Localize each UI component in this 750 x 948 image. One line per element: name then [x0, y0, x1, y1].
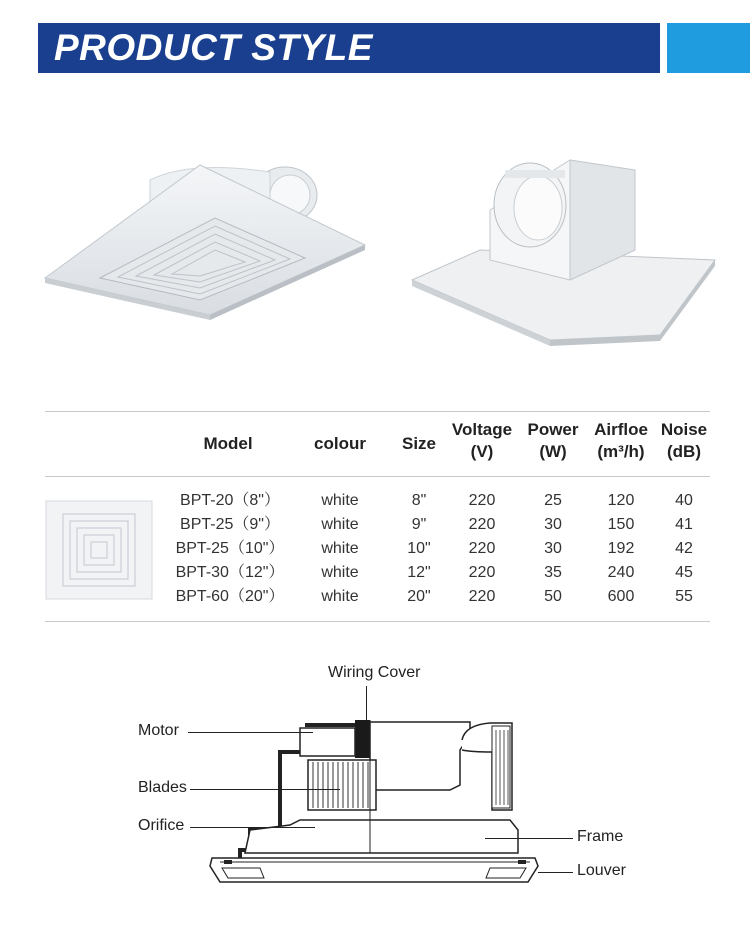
- louver-thumbnail: [45, 500, 153, 600]
- col-header-airflow-label: Airfloe: [594, 420, 648, 439]
- leader-blades: [190, 789, 340, 790]
- col-header-airflow: [586, 419, 656, 463]
- header-banner: [38, 23, 660, 73]
- leader-orifice: [190, 827, 315, 828]
- cell-colour: white: [321, 588, 359, 605]
- cell-noise: 42: [675, 540, 693, 557]
- cell-airflow: 192: [607, 540, 635, 557]
- cell-size: 8": [411, 492, 427, 509]
- col-header-voltage: [444, 419, 520, 463]
- table-header-rule: [45, 476, 710, 477]
- cell-model: BPT-30（12"）: [175, 564, 285, 581]
- col-header-airflow-unit: (m³/h): [597, 442, 645, 461]
- cell-power: 30: [544, 540, 562, 557]
- cell-model: BPT-25（10"）: [175, 540, 285, 557]
- cell-airflow: 150: [607, 516, 635, 533]
- col-header-power: [522, 419, 584, 463]
- label-orifice: Orifice: [138, 817, 185, 834]
- cell-size: 10": [407, 540, 431, 557]
- col-header-power-unit: (W): [539, 442, 567, 461]
- cell-voltage: 220: [468, 564, 496, 581]
- cell-noise: 55: [675, 588, 693, 605]
- label-blades: Blades: [138, 779, 187, 796]
- cell-voltage: 220: [468, 492, 496, 509]
- table-top-rule: [45, 411, 710, 412]
- col-header-colour: colour: [314, 434, 366, 453]
- cell-colour: white: [321, 492, 359, 509]
- cell-colour: white: [321, 540, 359, 557]
- header-accent-block: [667, 23, 750, 73]
- cell-size: 12": [407, 564, 431, 581]
- col-header-model: Model: [203, 434, 253, 453]
- cell-power: 30: [544, 516, 562, 533]
- cell-colour: white: [321, 564, 359, 581]
- col-header-noise: [656, 419, 712, 463]
- cell-model: BPT-25（9"）: [180, 516, 280, 533]
- cell-airflow: 120: [607, 492, 635, 509]
- cell-power: 35: [544, 564, 562, 581]
- cell-airflow: 240: [607, 564, 635, 581]
- cell-noise: 45: [675, 564, 693, 581]
- table-bottom-rule: [45, 621, 710, 622]
- cell-power: 25: [544, 492, 562, 509]
- cell-noise: 40: [675, 492, 693, 509]
- cell-model: BPT-20（8"）: [180, 492, 280, 509]
- cell-voltage: 220: [468, 516, 496, 533]
- label-wiring-cover: Wiring Cover: [328, 664, 421, 681]
- cell-model: BPT-60（20"）: [175, 588, 285, 605]
- label-motor: Motor: [138, 722, 179, 739]
- page-title: PRODUCT STYLE: [54, 27, 373, 68]
- cell-colour: white: [321, 516, 359, 533]
- col-header-voltage-unit: (V): [470, 442, 494, 461]
- cell-voltage: 220: [468, 540, 496, 557]
- col-header-power-label: Power: [527, 420, 579, 439]
- product-photo-front: [40, 150, 370, 320]
- col-header-voltage-label: Voltage: [451, 420, 513, 439]
- cell-power: 50: [544, 588, 562, 605]
- col-header-noise-unit: (dB): [667, 442, 701, 461]
- cell-size: 9": [411, 516, 427, 533]
- col-header-size: Size: [401, 434, 437, 453]
- label-louver: Louver: [577, 862, 626, 879]
- leader-louver: [538, 872, 573, 873]
- cell-noise: 41: [675, 516, 693, 533]
- col-header-noise-label: Noise: [660, 420, 708, 439]
- cell-size: 20": [407, 588, 431, 605]
- leader-motor: [188, 732, 313, 733]
- label-frame: Frame: [577, 828, 624, 845]
- product-photo-back: [410, 150, 720, 350]
- cell-voltage: 220: [468, 588, 496, 605]
- leader-wiring-cover: [366, 686, 367, 720]
- leader-frame: [485, 838, 573, 839]
- fan-cross-section-diagram: [200, 690, 550, 900]
- cell-airflow: 600: [607, 588, 635, 605]
